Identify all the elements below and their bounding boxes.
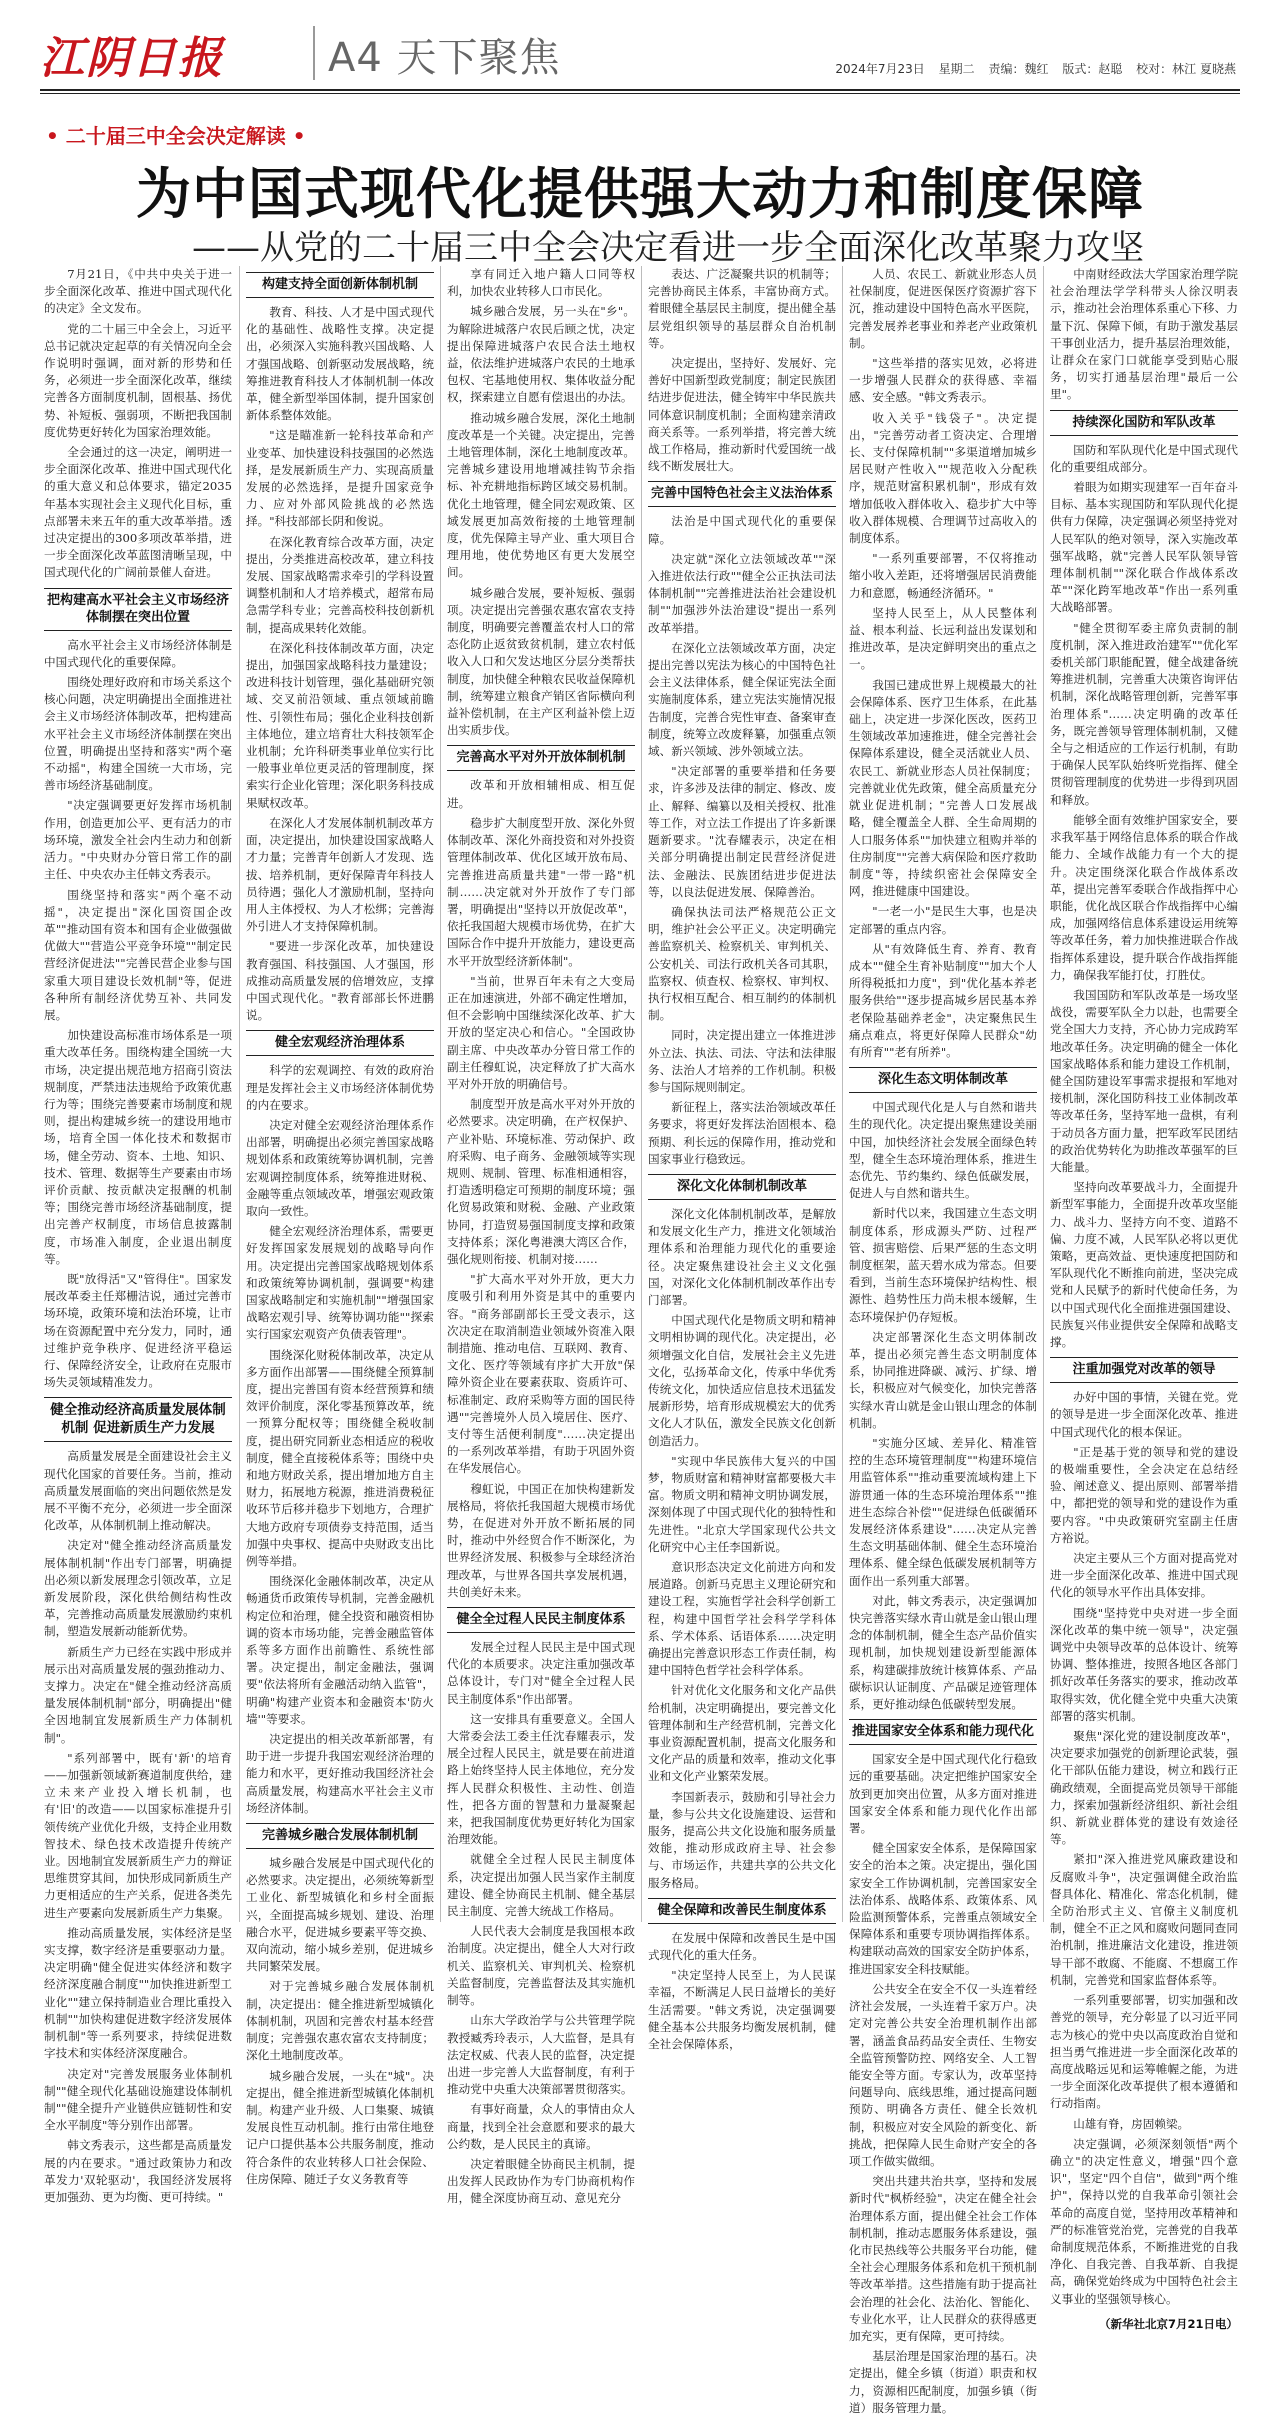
paragraph: 中南财经政法大学国家治理学院社会治理法学学科带头人徐汉明表示，推动社会治理体系重心下移、力量下沉、保障下倾，有助于激发基层干事创业活力，提升基层治理效能，让群众在家门口就能享受到贴心服务，切实打通基层治理"最后一公里"。 — [1050, 267, 1238, 402]
paragraph: 城乡融合发展是中国式现代化的必然要求。决定提出，必须统筹新型工业化、新型城镇化和乡村全面振兴，全面提高城乡规划、建设、治理融合水平，促进城乡要素平等交换、双向流动，缩小城乡差别，促进城乡共同繁荣发展。 — [246, 1856, 434, 1974]
paragraph: 围绕坚持和落实"两个毫不动摇"，决定提出"深化国资国企改革""推动国有资本和国有企业做强做优做大""营造公平竞争环境""制定民营经济促进法""完善民营企业参与国家重大项目建设长效机制"等，促进各种所有制经济优势互补、共同发展。 — [44, 887, 232, 1022]
paragraph: "决定强调要更好发挥市场机制作用，创造更加公平、更有活力的市场环境，激发全社会内生动力和创新活力。"中央财办分管日常工作的副主任、中央农办主任韩文秀表示。 — [44, 798, 232, 882]
paragraph: 确保执法司法严格规范公正文明，维护社会公平正义。决定明确完善监察机关、检察机关、审判机关、公安机关、司法行政机关各司其职，监察权、侦查权、检察权、审判权、执行权相互配合、相互制约的体制机制。 — [648, 904, 836, 1023]
paragraph: 围绕深化金融体制改革，决定从畅通货币政策传导机制，完善金融机构定位和治理，健全投资和融资相协调的资本市场功能，完善金融监管体系等多方面作出前瞻性、系统性部署。决定提出，制定金融法，强调要"依法将所有金融活动纳入监管"，明确"构建产业资本和金融资本'防火墙'"等要求。 — [246, 1574, 434, 1726]
section-heading: 健全推动经济高质量发展体制机制 促进新质生产力发展 — [44, 1397, 232, 1442]
paragraph: "当前，世界百年未有之大变局正在加速演进，外部不确定性增加，但不会影响中国继续深化改革、扩大开放的坚定决心和信心。"全国政协副主席、中央改革办分管日常工作的副主任穆虹说，决定释放了扩大高水平对外开放的明确信号。 — [447, 973, 635, 1091]
paragraph: 能够全面有效维护国家安全，要求我军基于网络信息体系的联合作战能力、全域作战能力有一个大的提升。决定围绕深化联合作战体系改革，提出完善军委联合作战指挥中心职能，优化战区联合作战指挥中心编成，加强网络信息体系建设运用统筹等改革任务，着力加快推进联合作战指挥体系建设，提升联合作战指挥能力，确保我军能打仗，打胜仗。 — [1050, 812, 1238, 982]
paragraph: "系列部署中，既有'新'的培育——加强新领域新赛道制度供给，建立未来产业投入增长机制，也有'旧'的改造——以国家标准提升引领传统产业优化升级，支持企业用数智技术、绿色技术改造提升传统产业。因地制宜发展新质生产力的辩证思维贯穿其间，加快形成同新质生产力更相适应的生产关系，促进各类先进生产要素向发展新质生产力集聚。 — [44, 1750, 232, 1920]
paragraph: 中国式现代化是人与自然和谐共生的现代化。决定提出聚焦建设美丽中国，加快经济社会发展全面绿色转型，健全生态环境治理体系，推进生态优先、节约集约、绿色低碳发展，促进人与自然和谐共生。 — [849, 1100, 1037, 1201]
paragraph: 韩文秀表示，这些都是高质量发展的内在要求。"通过政策协力和改革发力'双轮驱动'，我国经济发展将更加强劲、更为均衡、更可持续。" — [44, 2138, 232, 2204]
paragraph: "实现中华民族伟大复兴的中国梦，物质财富和精神财富都要极大丰富。物质文明和精神文明协调发展，深刻体现了中国式现代化的独特性和先进性。"北京大学国家现代公共文化研究中心主任李国新说。 — [648, 1453, 836, 1554]
paragraph: 在深化立法领域改革方面，决定提出完善以宪法为核心的中国特色社会主义法律体系，健全保证宪法全面实施制度体系，建立宪法实施情况报告制度，完善合宪性审查、备案审查制度，统筹立改废释纂，加强重点领域、新兴领域、涉外领域立法。 — [648, 640, 836, 759]
paragraph: 人民代表大会制度是我国根本政治制度。决定提出，健全人大对行政机关、监察机关、审判机关、检察机关监督制度，完善监督法及其实施机制等。 — [447, 1924, 635, 2008]
masthead-rule — [40, 89, 1240, 91]
paragraph: 穆虹说，中国正在加快构建新发展格局，将依托我国超大规模市场优势，在促进对外开放不断拓展的同时，推动中外经贸合作不断深化，为世界经济发展、积极参与全球经济治理改革，与世界各国共享发展机遇，共创美好未来。 — [447, 1481, 635, 1599]
paragraph: 公共安全在安全不仅一头连着经济社会发展，一头连着千家万户。决定对完善公共安全治理机制作出部署，涵盖食品药品安全责任、生物安全监管预警防控、网络安全、人工智能安全等方面。专家认为，改革坚持问题导向、底线思维，通过提高问题预防、明确各方责任、健全长效机制，积极应对安全风险的新变化、新挑战，把保障人民生命财产安全的各项工作做实做细。 — [849, 1981, 1037, 2168]
paragraph: 新质生产力已经在实践中形成并展示出对高质量发展的强劲推动力、支撑力。决定在"健全推动经济高质量发展体制机制"部分，明确提出"健全因地制宜发展新质生产力体制机制"。 — [44, 1644, 232, 1745]
paragraph: 聚焦"深化党的建设制度改革"，决定要求加强党的创新理论武装，强化干部队伍能力建设，树立和践行正确政绩观，全面提高党员领导干部能力，探索加强新经济组织、新社会组织、新就业群体党的建设有效途径等。 — [1050, 1729, 1238, 1847]
paragraph: 同时，决定提出建立一体推进涉外立法、执法、司法、守法和法律服务、法治人才培养的工作机制。积极参与国际规则制定。 — [648, 1028, 836, 1094]
paragraph: 山东大学政治学与公共管理学院教授臧秀玲表示，人大监督，是具有法定权威、代表人民的监督，决定提出进一步完善人大监督制度，有利于推动党中央重大决策部署贯彻落实。 — [447, 2013, 635, 2097]
paragraph: 新征程上，落实法治领域改革任务要求，将更好发挥法治固根本、稳预期、利长远的保障作用，推动党和国家事业行稳致远。 — [648, 1100, 836, 1166]
article-column — [842, 266, 1043, 2415]
paragraph: 山雄有脊，房固赖梁。 — [1073, 2116, 1190, 2131]
article-column — [1043, 266, 1244, 2331]
masthead-meta — [825, 60, 1236, 77]
section-heading: 把构建高水平社会主义市场经济体制摆在突出位置 — [44, 588, 232, 631]
paragraph: 意识形态决定文化前进方向和发展道路。创新马克思主义理论研究和建设工程，实施哲学社会科学创新工程，构建中国哲学社会科学学科体系、学术体系、话语体系……决定明确提出完善意识形态工作责任制，构建中国特色哲学社会科学体系。 — [648, 1560, 836, 1678]
paragraph: 紧扣"深入推进党风廉政建设和反腐败斗争"，决定强调健全政治监督具体化、精准化、常态化机制，健全防治形式主义、官僚主义制度机制，健全不正之风和腐败问题同查同治机制，推进廉洁文化建设，推进领导干部不敢腐、不能腐、不想腐工作机制，完善党和国家监督体系等。 — [1050, 1852, 1238, 1987]
page-section-label: A4 天下聚焦 — [328, 35, 561, 81]
paragraph: 决定着眼健全协商民主机制，提出发挥人民政协作为专门协商机构作用，健全深度协商互动、意见充分 — [447, 2156, 635, 2206]
paragraph: "一老一小"是民生大事，也是决定部署的重点内容。 — [849, 904, 1037, 936]
paragraph: 突出共建共治共享，坚持和发展新时代"枫桥经验"，决定在健全社会治理体系方面，提出健全社会工作体制机制，推动志愿服务体系建设，强化市民热线等公共服务平台功能，健全社会心理服务体系和危机干预机制等改革举措。这些措施有助于提高社会治理的社会化、法治化、智能化、专业化水平，让人民群众的获得感更加充实，更有保障，更可持续。 — [849, 2174, 1037, 2343]
section-heading: 健全宏观经济治理体系 — [246, 1030, 434, 1056]
kicker: • 二十届三中全会决定解读 • — [46, 124, 306, 148]
paragraph: 有事好商量，众人的事情由众人商量，找到全社会意愿和要求的最大公约数，是人民民主的真谛。 — [447, 2102, 635, 2151]
article-column — [641, 266, 842, 2052]
paragraph: 从"有效降低生育、养育、教育成本""健全生育补贴制度""加大个人所得税抵扣力度"，到"优化基本养老服务供给""逐步提高城乡居民基本养老保险基础养老金"，决定聚焦民生痛点难点，将更好保障人民群众"幼有所育""老有所养"。 — [849, 941, 1037, 1059]
paragraph: 针对优化文化服务和文化产品供给机制，决定明确提出，要完善文化管理体制和生产经营机制，完善文化事业资源配置机制，提高文化服务和文化产品的质量和效率，推动文化事业和文化产业繁荣发展。 — [648, 1683, 836, 1784]
article-column — [239, 266, 440, 2186]
paragraph: 全会通过的这一决定，阐明进一步全面深化改革、推进中国式现代化的重大意义和总体要求，锚定2035年基本实现社会主义现代化目标，重点部署未来五年的重大改革举措。透过决定提出的300多项改革举措，进一步全面深化改革蓝图清晰呈现，中国式现代化的广阔前景催人奋进。 — [44, 445, 232, 580]
paragraph: 教育、科技、人才是中国式现代化的基础性、战略性支撑。决定提出，必须深入实施科教兴国战略、人才强国战略、创新驱动发展战略，统筹推进教育科技人才体制机制一体改革，健全新型举国体制，提升国家创新体系整体效能。 — [246, 305, 434, 423]
section-heading: 深化生态文明体制改革 — [849, 1067, 1037, 1093]
section-heading: 健全全过程人民民主制度体系 — [447, 1607, 635, 1633]
paragraph: "一系列重要部署，不仅将推动缩小收入差距，还将增强居民消费能力和意愿，畅通经济循环。" — [849, 551, 1037, 600]
section-heading: 推进国家安全体系和能力现代化 — [849, 1719, 1037, 1745]
paragraph: 国家安全是中国式现代化行稳致远的重要基础。决定把维护国家安全放到更加突出位置，从多方面对推进国家安全体系和能力现代化作出部署。 — [849, 1752, 1037, 1836]
paragraph: 发展全过程人民民主是中国式现代化的本质要求。决定注重加强改革总体设计，专门对"健全全过程人民民主制度体系"作出部署。 — [447, 1640, 635, 1706]
paragraph: 高质量发展是全面建设社会主义现代化国家的首要任务。当前，推动高质量发展面临的突出问题依然是发展不平衡不充分，必须进一步全面深化改革，从体制机制上推动解决。 — [44, 1449, 232, 1533]
paragraph: 收入关乎"钱袋子"。决定提出，"完善劳动者工资决定、合理增长、支付保障机制""多渠道增加城乡居民财产性收入""规范收入分配秩序，规范财富积累机制"，形成有效增加低收入群体收入、稳步扩大中等收入群体规模、合理调节过高收入的制度体系。 — [849, 410, 1037, 546]
paragraph: 在发展中保障和改善民生是中国式现代化的重大任务。 — [648, 1930, 836, 1963]
masthead-rule-thin — [40, 93, 1240, 94]
newspaper-logo: 江阴日报 — [40, 33, 224, 84]
paragraph: 既"放得活"又"管得住"。国家发展改革委主任郑栅洁说，通过完善市场环境，政策环境和法治环境，让市场在资源配置中充分发力，同时，通过维护竞争秩序、促进经济平稳运行、保障经济安全，让政府在克服市场失灵领域精准发力。 — [44, 1271, 232, 1390]
section-heading: 深化文化体制机制改革 — [648, 1174, 836, 1200]
section-heading: 构建支持全面创新体制机制 — [246, 272, 434, 298]
paragraph: "正是基于党的领导和党的建设的极端重要性，全会决定在总结经验、阐述意义、提出原则、部署举措中，都把党的领导和党的建设作为重要内容。"中央政策研究室副主任唐方裕说。 — [1050, 1444, 1238, 1545]
paragraph: 着眼为如期实现建军一百年奋斗目标、基本实现国防和军队现代化提供有力保障，决定强调必须坚持党对人民军队的绝对领导，深入实施改革强军战略，就"完善人民军队领导管理体制机制""深化联合作战体系改革""深化跨军地改革"作出一系列重大战略部署。 — [1050, 480, 1238, 615]
paragraph: 决定提出的相关改革新部署，有助于进一步提升我国宏观经济治理的能力和水平，更好推动我国经济社会高质量发展，构建高水平社会主义市场经济体制。 — [246, 1732, 434, 1815]
paragraph: 决定对健全宏观经济治理体系作出部署，明确提出必须完善国家战略规划体系和政策统筹协调机制，完善宏观调控制度体系，统筹推进财税、金融等重点领域改革，增强宏观政策取向一致性。 — [246, 1117, 434, 1218]
paragraph: 决定部署深化生态文明体制改革，提出必须完善生态文明制度体系，协同推进降碳、减污、扩绿、增长，积极应对气候变化，加快完善落实绿水青山就是金山银山理念的体制机制。 — [849, 1329, 1037, 1430]
layout-credit: 版式：赵聪 — [1062, 62, 1123, 76]
article-columns — [38, 266, 1244, 2415]
paragraph: 制度型开放是高水平对外开放的必然要求。决定明确，在产权保护、产业补贴、环境标准、劳动保护、政府采购、电子商务、金融领域等实现规则、规制、管理、标准相通相容，打造透明稳定可预期的制度环境；强化贸易政策和财税、金融、产业政策协同，打造贸易强国制度支撑和政策支持体系；深化粤港澳大湾区合作，强化规则衔接、机制对接…… — [447, 1097, 635, 1266]
paragraph: 稳步扩大制度型开放、深化外贸体制改革、深化外商投资和对外投资管理体制改革、优化区域开放布局、完善推进高质量共建"一带一路"机制……决定就对外开放作了专门部署，明确提出"坚持以开放促改革"，依托我国超大规模市场优势，在扩大国际合作中提升开放能力，建设更高水平开放型经济新体制"。 — [447, 815, 635, 968]
paragraph: 城乡融合发展，一头在"城"。决定提出，健全推进新型城镇化体制机制。构建产业升级、人口集聚、城镇发展良性互动机制。推行由常住地登记户口提供基本公共服务制度，推动符合条件的农业转移人口社会保险、住房保障、随迁子女义务教育等 — [246, 2068, 434, 2186]
subheadline: ——从党的二十届三中全会决定看进一步全面深化改革聚力攻坚 — [192, 228, 1144, 268]
paragraph: 健全国家安全体系，是保障国家安全的治本之策。决定提出，强化国家安全工作协调机制，完善国家安全法治体系、战略体系、政策体系、风险监测预警体系，完善重点领域安全保障体系和重要专项协调指挥体系。构建联动高效的国家安全防护体系，推进国家安全科技赋能。 — [849, 1841, 1037, 1976]
paragraph: 我国已建成世界上规模最大的社会保障体系、医疗卫生体系，在此基础上，决定进一步深化医改，医药卫生领域改革加速推进，健全完善社会保障体系建设，健全灵活就业人员、农民工、新就业形态人员社保制度；完善就业优先政策，健全高质量充分就业促进机制；"完善人口发展战略，健全覆盖全人群、全生命周期的人口服务体系""加快建立租购并举的住房制度""完善大病保险和医疗救助制度"等，持续织密社会保障安全网，推进健康中国建设。 — [849, 677, 1037, 899]
section-heading: 注重加强党对改革的领导 — [1050, 1357, 1238, 1383]
paragraph: 这一安排具有重要意义。全国人大常委会法工委主任沈春耀表示，发展全过程人民民主，就是要在前进道路上始终坚持人民主体地位，充分发挥人民群众积极性、主动性、创造性，把各方面的智慧和力量凝聚起来，把我国制度优势更好转化为国家治理效能。 — [447, 1711, 635, 1847]
section-heading: 健全保障和改善民生制度体系 — [648, 1898, 836, 1924]
paragraph: 城乡融合发展，要补短板、强弱项。决定提出完善强农惠农富农支持制度，明确要完善覆盖农村人口的常态化防止返贫致贫机制，建立农村低收入人口和欠发达地区分层分类帮扶制度，加快健全种粮农民收益保障机制，统筹建立粮食产销区省际横向利益补偿机制，在主产区利益补偿上迈出实质步伐。 — [447, 585, 635, 738]
paragraph: 推动高质量发展，实体经济是坚实支撑，数字经济是重要驱动力量。决定明确"健全促进实体经济和数字经济深度融合制度""加快推进新型工业化""建立保持制造业合理比重投入机制""加快构建促进数字经济发展体制机制"等一系列要求，持续促进数字技术和实体经济深度融合。 — [44, 1925, 232, 2061]
proof-credit: 校对：林江 夏晓燕 — [1136, 62, 1236, 76]
masthead-divider — [313, 26, 315, 80]
paragraph: 决定提出，坚持好、发展好、完善好中国新型政党制度；制定民族团结进步促进法，健全铸牢中华民族共同体意识制度机制；全面构建亲清政商关系等。一系列举措，将完善大统战工作格局，推动新时代爱国统一战线不断发展壮大。 — [648, 356, 836, 474]
paragraph: 决定强调，必须深刻领悟"两个确立"的决定性意义，增强"四个意识"，坚定"四个自信"，做到"两个维护"，保持以党的自我革命引领社会革命的高度自觉，坚持用改革精神和严的标准管党治党，完善党的自我革命制度规范体系，不断推进党的自我净化、自我完善、自我革新、自我提高，确保党始终成为中国特色社会主义事业的坚强领导核心。 — [1050, 2136, 1238, 2306]
paragraph: "这是瞄准新一轮科技革命和产业变革、加快建设科技强国的必然选择，是发展新质生产力、实现高质量发展的必然选择，是提升国家竞争力、应对外部风险挑战的必然选择。"科技部部长阴和俊说。 — [246, 428, 434, 529]
editor-credit: 责编：魏红 — [988, 62, 1049, 76]
paragraph: 围绕"坚持党中央对进一步全面深化改革的集中统一领导"，决定强调党中央领导改革的总体设计、统筹协调、整体推进，按照各地区各部门抓好改革任务落实的要求，推动改革取得实效，优化健全党中央重大决策部署的落实机制。 — [1050, 1605, 1238, 1723]
paragraph: 决定对"完善发展服务业体制机制""健全现代化基础设施建设体制机制""健全提升产业链供应链韧性和安全水平制度"等分别作出部署。 — [44, 2066, 232, 2133]
paragraph: 决定对"健全推动经济高质量发展体制机制"作出专门部署，明确提出必须以新发展理念引领改革，立足新发展阶段，深化供给侧结构性改革，完善推动高质量发展激励约束机制，塑造发展新动能新优势。 — [44, 1538, 232, 1639]
paragraph: 科学的宏观调控、有效的政府治理是发挥社会主义市场经济体制优势的内在要求。 — [246, 1063, 434, 1112]
paragraph: 享有同迁入地户籍人口同等权利，加快农业转移人口市民化。 — [447, 267, 635, 299]
headline: 为中国式现代化提供强大动力和制度保障 — [135, 162, 1144, 226]
paragraph: 深化文化体制机制改革，是解放和发展文化生产力，推进文化领域治理体系和治理能力现代化的重要途径。决定聚焦建设社会主义文化强国，对深化文化体制机制改革作出专门部署。 — [648, 1206, 836, 1307]
paragraph: 一系列重要部署，切实加强和改善党的领导，充分彰显了以习近平同志为核心的党中央以高度政治自觉和担当勇气推进进一步全面深化改革的高度战略远见和运筹帷幄之能，为进一步全面深化改革提供了根本遵循和行动指南。 — [1050, 1993, 1238, 2111]
paragraph: 中国式现代化是物质文明和精神文明相协调的现代化。决定提出，必须增强文化自信，发展社会主义先进文化，弘扬革命文化，传承中华优秀传统文化，加快适应信息技术迅猛发展新形势，培育形成规模宏大的优秀文化人才队伍，激发全民族文化创新创造活力。 — [648, 1313, 836, 1448]
paragraph: 在深化人才发展体制机制改革方面，决定提出，加快建设国家战略人才力量；完善青年创新人才发现、选拔、培养机制，更好保障青年科技人员待遇；强化人才激励机制，坚持向用人主体授权、为人才松绑；完善海外引进人才支持保障机制。 — [246, 815, 434, 934]
section-heading: 完善高水平对外开放体制机制 — [447, 745, 635, 771]
paragraph: 决定主要从三个方面对提高党对进一步全面深化改革、推进中国式现代化的领导水平作出具体安排。 — [1050, 1551, 1238, 1600]
paragraph: 围绕处理好政府和市场关系这个核心问题，决定明确提出全面推进社会主义市场经济体制改革，把构建高水平社会主义市场经济体制摆在突出位置，明确提出坚持和落实"两个毫不动摇"，构建全国统一大市场，完善市场经济基础制度。 — [44, 675, 232, 793]
section-heading: 完善中国特色社会主义法治体系 — [648, 481, 836, 507]
article-column — [38, 266, 238, 2204]
paragraph: 法治是中国式现代化的重要保障。 — [648, 514, 836, 546]
paragraph: "扩大高水平对外开放，更大力度吸引和利用外资是其中的重要内容。"商务部副部长王受文表示，这次决定在取消制造业领域外资准入限制措施、推动电信、互联网、教育、文化、医疗等领域有序扩大开放"保障外资企业在要素获取、资质许可、标准制定、政府采购等方面的国民待遇""完善境外人员入境居住、医疗、支付等生活便利制度"……决定提出的一系列改革举措，有助于巩固外资在华发展信心。 — [447, 1272, 635, 1476]
paragraph: "要进一步深化改革，加快建设教育强国、科技强国、人才强国，形成推动高质量发展的倍增效应，支撑中国式现代化。"教育部部长怀进鹏说。 — [246, 939, 434, 1023]
paragraph: "决定坚持人民至上，为人民谋幸福，不断满足人民日益增长的美好生活需要。"韩文秀说，决定强调要健全基本公共服务均衡发展机制，健全社会保障体系， — [648, 1968, 836, 2052]
paragraph: 围绕深化财税体制改革，决定从多方面作出部署——围绕健全预算制度，提出完善国有资本经营预算和绩效评价制度，深化零基预算改革，统一预算分配权等；围绕健全税收制度，提出研究同新业态相适应的税收制度，健全直接税体系等；围绕中央和地方财政关系，提出增加地方自主财力，拓展地方税源，推进消费税征收环节后移并稳步下划地方，合理扩大地方政府专项债券支持范围，适当加强中央事权、提高中央财政支出比例等举措。 — [246, 1347, 434, 1569]
paragraph: 7月21日，《中共中央关于进一步全面深化改革、推进中国式现代化的决定》全文发布。 — [44, 267, 232, 316]
paragraph: 坚持人民至上，从人民整体利益、根本利益、长远利益出发谋划和推进改革，是决定鲜明突出的重点之一。 — [849, 605, 1037, 672]
paragraph: 新时代以来，我国建立生态文明制度体系，形成源头严防、过程严管、损害赔偿、后果严惩的生态文明制度框架，蓝天碧水成为常态。但要看到，当前生态环境保护结构性、根源性、趋势性压力尚未根本缓解，生态环境保护仍存短板。 — [849, 1206, 1037, 1324]
paragraph: 国防和军队现代化是中国式现代化的重要组成部分。 — [1050, 442, 1238, 474]
masthead — [0, 0, 1280, 96]
paragraph: 推动城乡融合发展，深化土地制度改革是一个关键。决定提出，完善土地管理体制，深化土地制度改革。完善城乡建设用地增减挂钩节余指标、补充耕地指标跨区域交易机制。优化土地管理，健全同宏观政策、区域发展更加高效衔接的土地管理制度，优先保障主导产业、重大项目合理用地，使优势地区有更大发展空间。 — [447, 410, 635, 580]
paragraph: 对于完善城乡融合发展体制机制，决定提出：健全推进新型城镇化体制机制，巩固和完善农村基本经营制度；完善强农惠农富农支持制度；深化土地制度改革。 — [246, 1979, 434, 2063]
paragraph: 李国新表示，鼓励和引导社会力量，参与公共文化设施建设、运营和服务，提高公共文化设施和服务质量效能，推动形成政府主导、社会参与、市场运作，共建共享的公共文化服务格局。 — [648, 1789, 836, 1890]
section-heading: 持续深化国防和军队改革 — [1050, 410, 1238, 436]
paragraph: 决定就"深化立法领域改革""深入推进依法行政""健全公正执法司法体制机制""完善推进法治社会建设机制""加强涉外法治建设"提出一系列改革举措。 — [648, 551, 836, 635]
paragraph: 城乡融合发展，另一头在"乡"。为解除进城落户农民后顾之忧，决定提出保障进城落户农民合法土地权益，依法维护进城落户农民的土地承包权、宅基地使用权、集体收益分配权，探索建立自愿有偿退出的办法。 — [447, 304, 635, 405]
paragraph: 人员、农民工、新就业形态人员社保制度，促进医保医疗资源扩容下沉，推动建设中国特色高水平医院，完善发展养老事业和养老产业政策机制。 — [849, 267, 1037, 350]
paragraph: 基层治理是国家治理的基石。决定提出，健全乡镇（街道）职责和权力，资源相匹配制度，加强乡镇（街道）服务管理力量。 — [849, 2349, 1037, 2415]
paragraph: 我国国防和军队改革是一场攻坚战役，需要军队全力以赴，也需要全党全国大力支持，齐心协力完成跨军地改革任务。决定明确的健全一体化国家战略体系和能力建设工作机制，健全国防建设军事需求提报和军地对接机制，深化国防科技工业体制改革等改革任务，坚持军地一盘棋，有利于动员各方面力量，把军政军民团结的政治优势转化为助推改革强军的巨大能量。 — [1050, 987, 1238, 1174]
paragraph: "决定部署的重要举措和任务要求，许多涉及法律的制定、修改、废止、解释、编纂以及相关授权、批准等工作，对立法工作提出了许多新课题新要求。"沈春耀表示，决定在相关部分明确提出制定民营经济促进法、金融法、民族团结进步促进法等，以良法促进发展、保障善治。 — [648, 764, 836, 899]
article-column — [440, 266, 641, 2206]
paragraph: 坚持向改革要战斗力，全面提升新型军事能力，全面提升改革攻坚能力、战斗力、坚持方向不变、道路不偏、力度不减，人民军队必将以更优策略，更高效益、更快速度把国防和军队现代化不断推向前进，坚决完成党和人民赋予的新时代使命任务，为以中国式现代化全面推进强国建设、民族复兴伟业提供安全保障和战略支撑。 — [1050, 1180, 1238, 1349]
paragraph: 就健全全过程人民民主制度体系，决定提出加强人民当家作主制度建设、健全协商民主机制、健全基层民主制度、完善大统战工作格局。 — [447, 1852, 635, 1919]
paragraph: "这些举措的落实见效，必将进一步增强人民群众的获得感、幸福感、安全感。"韩文秀表示。 — [849, 356, 1037, 405]
paragraph: 在深化科技体制改革方面，决定提出，加强国家战略科技力量建设；改进科技计划管理，强化基础研究领域、交叉前沿领域、重点领域前瞻性、引领性布局；强化企业科技创新主体地位，建立培育壮大科技领军企业机制；允许科研类事业单位实行比一般事业单位更灵活的管理制度，探索实行企业化管理；深化职务科技成果赋权改革。 — [246, 640, 434, 810]
paragraph: 健全宏观经济治理体系，需要更好发挥国家发展规划的战略导向作用。决定提出完善国家战略规划体系和政策统筹协调机制，强调要"构建国家战略制定和实施机制""增强国家战略宏观引导、统筹协调功能""探索实行国家宏观资产负债表管理"。 — [246, 1224, 434, 1342]
paragraph: 办好中国的事情，关键在党。党的领导是进一步全面深化改革、推进中国式现代化的根本保证。 — [1050, 1390, 1238, 1439]
paragraph: 党的二十届三中全会上，习近平总书记就决定起草的有关情况向全会作说明时强调，面对新的形势和任务，必须进一步全面深化改革，继续完善各方面制度机制，固根基、扬优势、补短板、强弱项，不断把我国制度优势更好转化为国家治理效能。 — [44, 321, 232, 439]
issue-date: 2024年7月23日 — [835, 62, 925, 76]
paragraph: 加快建设高标准市场体系是一项重大改革任务。围绕构建全国统一大市场，决定提出规范地方招商引资法规制度，严禁违法违规给予政策优惠行为等；围绕完善要素市场制度和规则，提出构建城乡统一的建设用地市场，培育全国一体化技术和数据市场，健全劳动、资本、土地、知识、技术、管理、数据等生产要素由市场评价贡献、按贡献决定报酬的机制等；围绕完善市场经济基础制度，提出完善产权制度，市场信息披露制度，市场准入制度，企业退出制度等。 — [44, 1028, 232, 1266]
paragraph: 表达、广泛凝聚共识的机制等；完善协商民主体系，丰富协商方式。着眼健全基层民主制度，提出健全基层党组织领导的基层群众自治机制等。 — [648, 267, 836, 350]
paragraph: 高水平社会主义市场经济体制是中国式现代化的重要保障。 — [44, 637, 232, 669]
paragraph: 改革和开放相辅相成、相互促进。 — [447, 778, 635, 810]
dateline: （新华社北京7月21日电） — [1098, 2316, 1238, 2331]
paragraph: 对此，韩文秀表示，决定强调加快完善落实绿水青山就是金山银山理念的体制机制，健全生态产品价值实现机制，加快规划建设新型能源体系，构建碳排放统计核算体系、产品碳标识认证制度、产品碳足迹管理体系，更好推动绿色低碳转型发展。 — [849, 1593, 1037, 1712]
issue-weekday: 星期二 — [938, 62, 975, 76]
section-heading: 完善城乡融合发展体制机制 — [246, 1823, 434, 1849]
paragraph: 在深化教育综合改革方面，决定提出，分类推进高校改革，建立科技发展、国家战略需求牵引的学科设置调整机制和人才培养模式，超常布局急需学科专业；完善高校科技创新机制，提高成果转化效能。 — [246, 534, 434, 635]
paragraph: "实施分区域、差异化、精准管控的生态环境管理制度""构建环境信用监管体系""推动重要流域构建上下游贯通一体的生态环境治理体系""推进生态综合补偿""促进绿色低碳循环发展经济体系建设"……决定从完善生态文明基础体制、健全生态环境治理体系、健全绿色低碳发展机制等方面作出一系列重大部署。 — [849, 1436, 1037, 1588]
paragraph: "健全贯彻军委主席负责制的制度机制，深入推进政治建军""优化军委机关部门职能配置，健全战建备统筹推进机制，完善重大决策咨询评估机制，深化战略管理创新，完善军事治理体系"……决定明确的改革任务，既完善领导管理体制机制，又健全与之相适应的工作运行机制，有助于确保人民军队始终听党指挥、健全贯彻管理制度的优势进一步得到巩固和释放。 — [1050, 620, 1238, 807]
